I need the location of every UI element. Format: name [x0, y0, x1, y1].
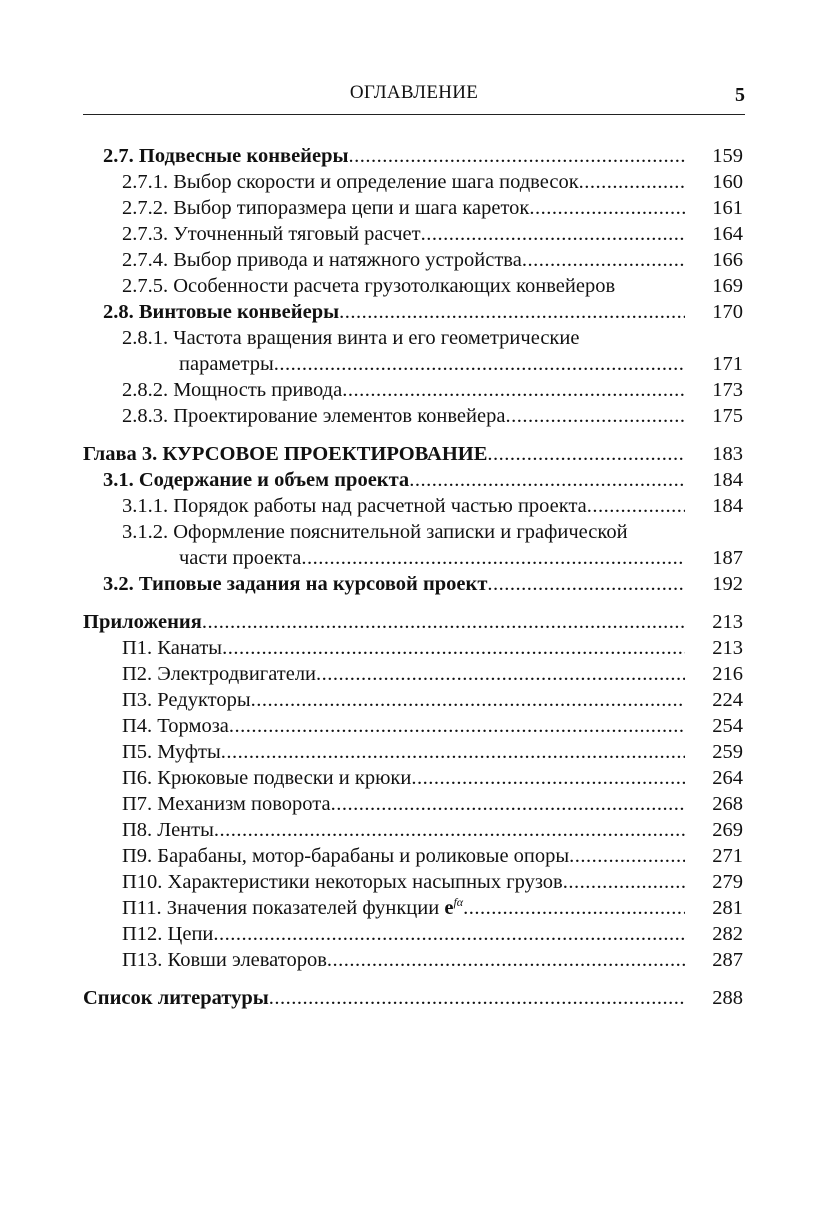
toc-entry-page: 173 [712, 379, 743, 401]
toc-entry[interactable] [83, 519, 743, 545]
toc-entry-page: 264 [712, 767, 743, 789]
toc-entry[interactable] [83, 817, 743, 843]
toc-entry[interactable] [83, 713, 743, 739]
toc-entry[interactable] [83, 247, 743, 273]
toc-entry-body [122, 221, 685, 247]
dot-leader [251, 687, 685, 713]
toc-entry-body [122, 377, 685, 403]
toc-entry[interactable] [83, 843, 743, 869]
toc-entry-title: 3.1.2. Оформление пояснительной записки и графической [122, 521, 628, 543]
toc-entry[interactable] [83, 403, 743, 429]
toc-entry-title: П7. Механизм поворота [122, 793, 331, 815]
toc-entry[interactable] [83, 791, 743, 817]
toc-entry-body [83, 441, 685, 467]
toc-entry-page: 268 [712, 793, 743, 815]
toc-entry-body [122, 765, 685, 791]
toc-entry-page: 160 [712, 171, 743, 193]
toc-entry-page: 164 [712, 223, 743, 245]
toc-entry-page: 184 [712, 495, 743, 517]
toc-entry-body [179, 545, 685, 571]
toc-entry-title: 2.7. Подвесные конвейеры [103, 145, 349, 167]
toc-entry-page: 269 [712, 819, 743, 841]
toc-entry-page: 259 [712, 741, 743, 763]
toc-entry[interactable] [83, 377, 743, 403]
toc-entry-title: П12. Цепи [122, 923, 214, 945]
dot-leader [269, 985, 685, 1011]
toc-entry-page: 213 [712, 611, 743, 633]
toc-entry-title: П2. Электродвигатели [122, 663, 317, 685]
toc-entry-page: 254 [712, 715, 743, 737]
dot-leader [522, 247, 685, 273]
toc-entry[interactable] [83, 545, 743, 571]
toc-entry[interactable] [83, 609, 743, 635]
toc-entry-body [122, 635, 685, 661]
toc-entry[interactable] [83, 869, 743, 895]
dot-leader [202, 609, 685, 635]
toc-entry[interactable] [83, 765, 743, 791]
toc-entry-page: 287 [712, 949, 743, 971]
toc-entry-page: 161 [712, 197, 743, 219]
toc-entry[interactable] [83, 169, 743, 195]
toc-entry-page: 171 [712, 353, 743, 375]
toc-entry[interactable] [83, 441, 743, 467]
toc-entry[interactable] [83, 273, 743, 299]
formula-exponent: fα [453, 895, 464, 910]
toc-entry-title: П5. Муфты [122, 741, 221, 763]
toc-entry-page: 170 [712, 301, 743, 323]
toc-entry[interactable] [83, 895, 743, 921]
toc-entry-title: П10. Характеристики некоторых насыпных грузов [122, 871, 563, 893]
toc-entry-body [103, 467, 685, 493]
toc-entry-body [122, 169, 685, 195]
toc-entry-title: П3. Редукторы [122, 689, 251, 711]
toc-entry-title: 2.7.5. Особенности расчета грузотолкающих конвейеров [122, 275, 616, 297]
dot-leader [529, 195, 685, 221]
toc-entry-page: 288 [712, 987, 743, 1009]
dot-leader [563, 869, 685, 895]
toc-entry-body [122, 921, 685, 947]
toc-entry-body [103, 299, 685, 325]
toc-entry-body [122, 947, 685, 973]
dot-leader [331, 791, 685, 817]
toc-entry-title: 3.1.1. Порядок работы над расчетной частью проекта [122, 495, 587, 517]
dot-leader [409, 467, 685, 493]
toc-entry-body [122, 739, 685, 765]
toc-entry[interactable] [83, 467, 743, 493]
toc-entry[interactable] [83, 195, 743, 221]
toc-entry-title: 2.8. Винтовые конвейеры [103, 301, 340, 323]
toc-entry-body [83, 985, 685, 1011]
toc-entry-page: 175 [712, 405, 743, 427]
toc-entry-page: 187 [712, 547, 743, 569]
toc-entry-title: 2.8.3. Проектирование элементов конвейера [122, 405, 506, 427]
dot-leader [505, 403, 685, 429]
page-number: 5 [735, 84, 745, 106]
toc-entry-body [122, 843, 685, 869]
running-title: ОГЛАВЛЕНИЕ [349, 82, 479, 103]
toc-entry-body [83, 609, 685, 635]
toc-entry-title: 2.7.3. Уточненный тяговый расчет [122, 223, 421, 245]
toc-entry[interactable] [83, 635, 743, 661]
toc-entry[interactable] [83, 299, 743, 325]
toc-entry-title: 3.2. Типовые задания на курсовой проект [103, 573, 488, 595]
dot-leader [342, 377, 685, 403]
toc-entry-page: 271 [712, 845, 743, 867]
toc-entry-body [103, 571, 685, 597]
dot-leader [569, 843, 685, 869]
dot-leader [421, 221, 685, 247]
toc-entry-body [103, 143, 685, 169]
toc-entry-page: 159 [712, 145, 743, 167]
dot-leader [463, 895, 685, 921]
toc-entry[interactable] [83, 351, 743, 377]
toc-entry-title: 3.1. Содержание и объем проекта [103, 469, 410, 491]
dot-leader [316, 661, 685, 687]
toc-entry[interactable] [83, 493, 743, 519]
toc-entry-body [122, 869, 685, 895]
dot-leader [339, 299, 685, 325]
toc-entry-page: 281 [712, 897, 743, 919]
toc-entry-title: П6. Крюковые подвески и крюки [122, 767, 412, 789]
toc-entry-title: П8. Ленты [122, 819, 214, 841]
toc-entry-body [122, 247, 685, 273]
toc-entry-title: 2.7.1. Выбор скорости и определение шага подвесок [122, 171, 579, 193]
formula-base: e [444, 897, 454, 919]
toc-entry-body [122, 519, 685, 545]
toc-entry-body [122, 273, 685, 299]
dot-leader [349, 143, 686, 169]
dot-leader [274, 351, 685, 377]
toc-entry-page: 183 [712, 443, 743, 465]
toc-entry-title: Приложения [83, 611, 202, 633]
toc-entry-title: П11. Значения показателей функции $e^{f\alpha}$ [122, 895, 464, 919]
toc-entry-title: Список литературы [83, 987, 269, 1009]
toc-entry-body [122, 493, 685, 519]
toc-entry-title: 2.7.4. Выбор привода и натяжного устройства [122, 249, 522, 271]
toc-entry-page: 282 [712, 923, 743, 945]
toc-entry[interactable] [83, 571, 743, 597]
toc-entry[interactable] [83, 221, 743, 247]
toc-entry-body [179, 351, 685, 377]
toc-entry-title: параметры [179, 353, 274, 375]
dot-leader [222, 635, 685, 661]
toc-entry-title: 2.8.1. Частота вращения винта и его геометрические [122, 327, 580, 349]
toc-entry-title: П4. Тормоза [122, 715, 229, 737]
toc-entry-page: 224 [712, 689, 743, 711]
toc-entry-page: 192 [712, 573, 743, 595]
dot-leader [411, 765, 685, 791]
toc-entry-title: П13. Ковши элеваторов [122, 949, 327, 971]
dot-leader [487, 571, 685, 597]
toc-entry[interactable] [83, 325, 743, 351]
toc-entry-body [122, 791, 685, 817]
table-of-contents [83, 143, 743, 1011]
dot-leader [213, 921, 685, 947]
toc-entry[interactable] [83, 739, 743, 765]
toc-entry[interactable] [83, 661, 743, 687]
dot-leader [301, 545, 685, 571]
dot-leader [221, 739, 685, 765]
toc-entry-body [122, 895, 685, 921]
dot-leader [229, 713, 685, 739]
toc-entry-title: части проекта [179, 547, 302, 569]
toc-entry[interactable] [83, 947, 743, 973]
toc-entry-title: 2.7.2. Выбор типоразмера цепи и шага кареток [122, 197, 530, 219]
toc-entry-body [122, 713, 685, 739]
toc-entry-body [122, 325, 685, 351]
toc-entry-page: 184 [712, 469, 743, 491]
toc-entry[interactable] [83, 687, 743, 713]
dot-leader [587, 493, 685, 519]
dot-leader [579, 169, 685, 195]
toc-entry-title: П1. Канаты [122, 637, 223, 659]
dot-leader [327, 947, 685, 973]
toc-entry-body [122, 195, 685, 221]
running-head [83, 82, 745, 115]
toc-entry-title: Глава 3. КУРСОВОЕ ПРОЕКТИРОВАНИЕ [83, 443, 488, 465]
toc-entry-page: 213 [712, 637, 743, 659]
toc-entry-body [122, 687, 685, 713]
dot-leader [487, 441, 685, 467]
toc-entry-page: 216 [712, 663, 743, 685]
toc-entry-body [122, 817, 685, 843]
toc-entry-body [122, 403, 685, 429]
dot-leader [214, 817, 685, 843]
toc-entry[interactable] [83, 921, 743, 947]
toc-entry-page: 279 [712, 871, 743, 893]
toc-entry-title: 2.8.2. Мощность привода [122, 379, 343, 401]
toc-entry[interactable] [83, 143, 743, 169]
toc-entry-title: П9. Барабаны, мотор-барабаны и роликовые опоры [122, 845, 570, 867]
toc-entry[interactable] [83, 985, 743, 1011]
toc-entry-body [122, 661, 685, 687]
toc-entry-page: 166 [712, 249, 743, 271]
toc-entry-page: 169 [712, 275, 743, 297]
